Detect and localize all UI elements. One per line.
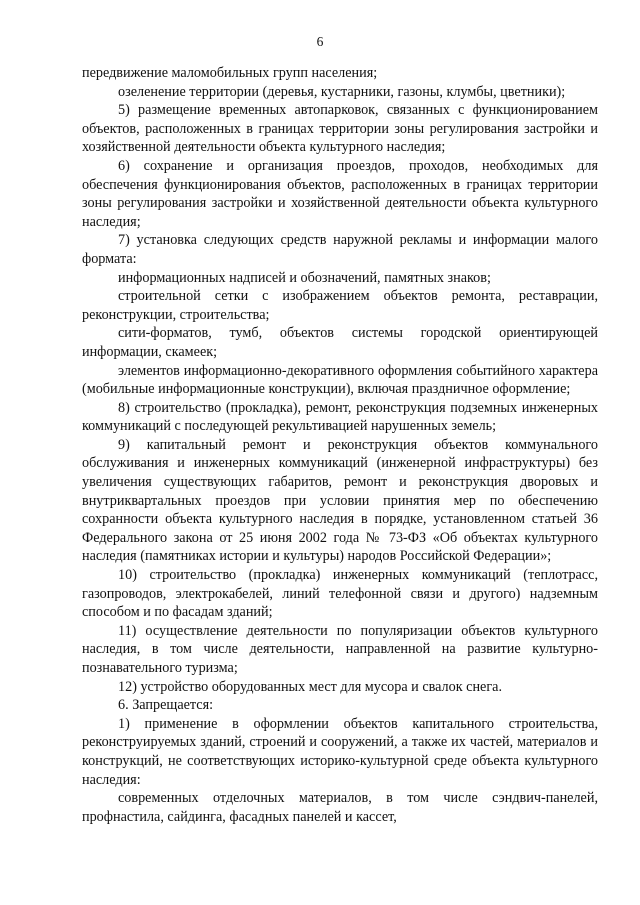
paragraph: 5) размещение временных автопарковок, связанных с функционированием объектов, расположенных в границах территории зоны регулирования застройки и хозяйственной деятельности объекта культурного наследия; xyxy=(82,102,598,156)
text-body xyxy=(82,64,598,826)
paragraph: информационных надписей и обозначений, памятных знаков; xyxy=(118,269,491,286)
paragraph: сити-форматов, тумб, объектов системы городской ориентирующей информации, скамеек; xyxy=(82,325,598,360)
paragraph: передвижение маломобильных групп населения; xyxy=(82,65,378,81)
paragraph: 7) установка следующих средств наружной рекламы и информации малого формата: xyxy=(82,232,598,267)
paragraph: 11) осуществление деятельности по популяризации объектов культурного наследия, в том числе деятельности, направленной на развитие культурно-познавательного туризма; xyxy=(82,622,598,676)
paragraph: 6) сохранение и организация проездов, проходов, необходимых для обеспечения функционирования объектов, расположенных в границах территории зоны регулирования застройки и хозяйственной деятельности объекта культурного наследия; xyxy=(82,157,598,230)
paragraph: строительной сетки с изображением объектов ремонта, реставрации, реконструкции, строительства; xyxy=(82,288,598,323)
page-number: 6 xyxy=(316,34,324,49)
paragraph: 6. Запрещается: xyxy=(118,697,214,714)
paragraph: 9) капитальный ремонт и реконструкция объектов коммунального обслуживания и инженерных коммуникаций (инженерной инфраструктуры) без увеличения существующих габаритов, ремонт и реконструкция дворовых и внутриквартальных проездов при условии принятия мер по обеспечению сохранности объекта культурного наследия в порядке, установленном статьей 36 Федерального закона от 25 июня 2002 года № 73-ФЗ «Об объектах культурного наследия (памятниках истории и культуры) народов Российской Федерации»; xyxy=(82,436,598,565)
paragraph: 12) устройство оборудованных мест для мусора и свалок снега. xyxy=(118,678,503,695)
paragraph: 10) строительство (прокладка) инженерных коммуникаций (теплотрасс, газопроводов, электрокабелей, линий телефонной связи и другого) надземным способом и по фасадам зданий; xyxy=(82,567,598,621)
paragraph: 8) строительство (прокладка), ремонт, реконструкция подземных инженерных коммуникаций с последующей рекультивацией нарушенных земель; xyxy=(82,399,598,435)
paragraph: элементов информационно-декоративного оформления событийного характера (мобильные информационные конструкции), включая праздничное оформление; xyxy=(82,362,598,398)
paragraph: 1) применение в оформлении объектов капитального строительства, реконструируемых зданий, строений и сооружений, а также их частей, материалов и конструкций, не соответствующих историко-культурной среде объекта культурного наследия: xyxy=(82,715,598,788)
paragraph: современных отделочных материалов, в том числе сэндвич-панелей, профнастила, сайдинга, фасадных панелей и кассет, xyxy=(82,790,598,825)
paragraph: озеленение территории (деревья, кустарники, газоны, клумбы, цветники); xyxy=(118,83,566,100)
